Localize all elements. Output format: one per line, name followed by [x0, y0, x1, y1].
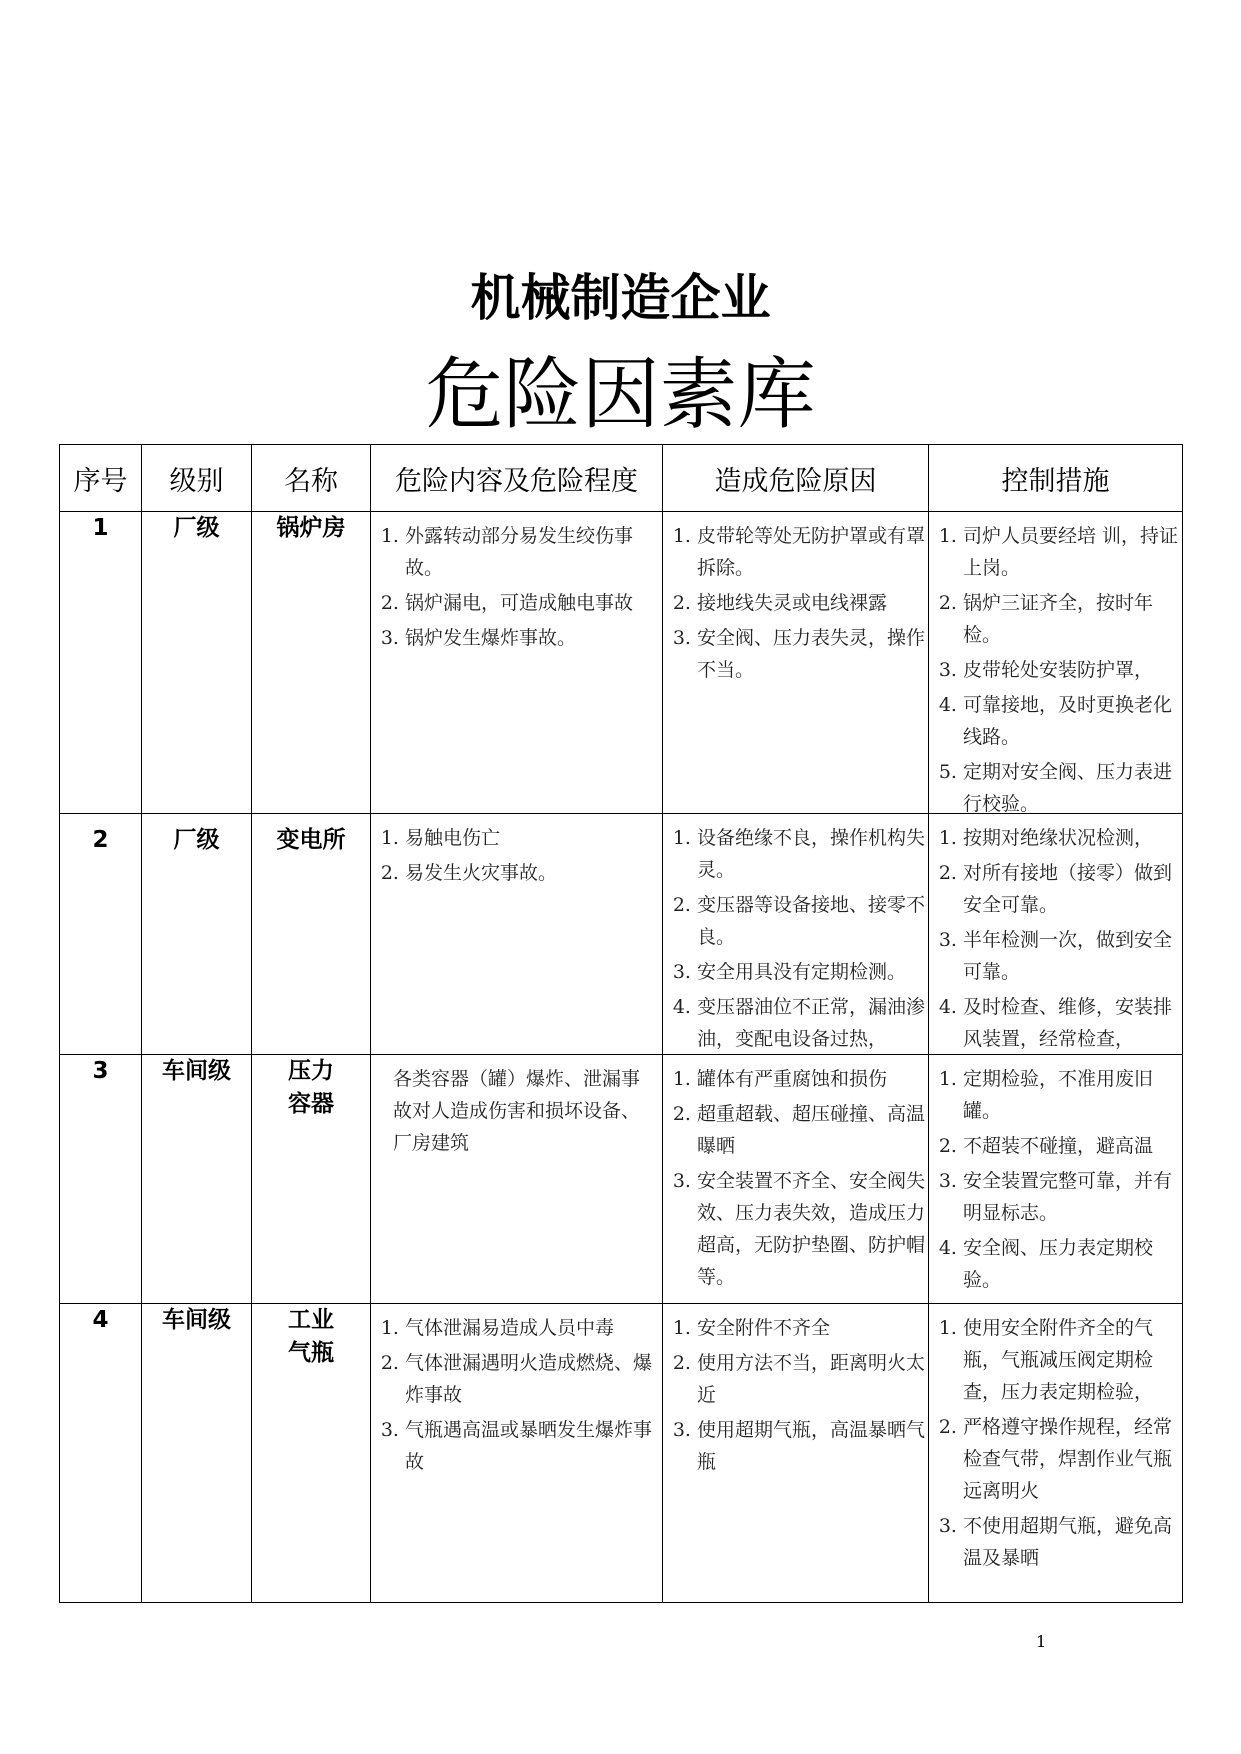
list-item: 2. 锅炉三证齐全，按时年检。	[963, 587, 1182, 651]
row-number: 4	[60, 1304, 142, 1603]
table-row	[60, 512, 1183, 814]
row-number: 1	[60, 512, 142, 814]
hazard-cell	[371, 1304, 663, 1603]
header-level: 级别	[142, 445, 252, 512]
table-header-row	[60, 445, 1183, 512]
row-name	[252, 1304, 371, 1603]
list-item: 1. 安全附件不齐全	[697, 1312, 928, 1344]
list-item: 2. 超重超载、超压碰撞、高温曝晒	[697, 1098, 928, 1162]
header-no: 序号	[60, 445, 142, 512]
list-item: 3. 不使用超期气瓶，避免高温及暴晒	[963, 1510, 1182, 1574]
list-item: 4. 安全阀、压力表定期校验。	[963, 1232, 1182, 1296]
hazard-table	[59, 444, 1183, 1603]
hazard-cell	[371, 512, 663, 814]
list-item: 4. 变压器油位不正常，漏油渗油，变配电设备过热，	[697, 991, 928, 1054]
list-item: 1. 按期对绝缘状况检测，	[963, 822, 1182, 854]
document-title-line1: 机械制造企业	[470, 269, 771, 327]
row-level: 车间级	[142, 1055, 252, 1304]
row-name	[252, 1055, 371, 1304]
list-item: 4. 及时检查、维修，安装排风装置，经常检查，	[963, 991, 1182, 1054]
list-item: 3. 安全用具没有定期检测。	[697, 956, 928, 988]
list-item: 2. 锅炉漏电，可造成触电事故	[405, 587, 662, 619]
list-item: 3. 安全装置不齐全、安全阀失效、压力表失效，造成压力超高，无防护垫圈、防护帽等。	[697, 1165, 928, 1293]
row-name-line: 容器	[288, 1091, 334, 1117]
row-name-line: 气瓶	[288, 1340, 334, 1366]
row-name-line: 压力	[288, 1058, 334, 1084]
list-item: 3. 气瓶遇高温或暴晒发生爆炸事故	[405, 1414, 662, 1478]
table-row	[60, 814, 1183, 1055]
list-item: 2. 对所有接地（接零）做到安全可靠。	[963, 857, 1182, 921]
table-row	[60, 1055, 1183, 1304]
row-level: 厂级	[142, 512, 252, 814]
list-item: 2. 气体泄漏遇明火造成燃烧、爆炸事故	[405, 1347, 662, 1411]
hazard-cell	[371, 814, 663, 1055]
row-number: 2	[60, 814, 142, 1055]
list-item: 3. 皮带轮处安装防护罩，	[963, 654, 1182, 686]
header-cause: 造成危险原因	[663, 445, 929, 512]
list-item: 5. 定期对安全阀、压力表进行校验。	[963, 756, 1182, 813]
row-level: 厂级	[142, 814, 252, 1055]
control-cell	[929, 1304, 1183, 1603]
list-item: 2. 严格遵守操作规程，经常检查气带，焊割作业气瓶远离明火	[963, 1411, 1182, 1507]
list-item: 2. 易发生火灾事故。	[405, 857, 662, 889]
list-item: 1. 气体泄漏易造成人员中毒	[405, 1312, 662, 1344]
list-item: 2. 接地线失灵或电线裸露	[697, 587, 928, 619]
list-item: 3. 锅炉发生爆炸事故。	[405, 622, 662, 654]
list-item: 1. 罐体有严重腐蚀和损伤	[697, 1063, 928, 1095]
list-item: 1. 司炉人员要经培 训，持证上岗。	[963, 520, 1182, 584]
list-item: 3. 安全阀、压力表失灵，操作不当。	[697, 622, 928, 686]
row-name-line: 工业	[288, 1307, 334, 1333]
control-cell	[929, 1055, 1183, 1304]
header-control: 控制措施	[929, 445, 1183, 512]
cause-cell	[663, 814, 929, 1055]
hazard-cell	[371, 1055, 663, 1304]
cause-cell	[663, 1055, 929, 1304]
header-name: 名称	[252, 445, 371, 512]
page-number: 1	[1036, 1632, 1047, 1651]
control-cell	[929, 814, 1183, 1055]
list-item: 4. 可靠接地，及时更换老化线路。	[963, 689, 1182, 753]
list-item: 1. 易触电伤亡	[405, 822, 662, 854]
list-item: 3. 半年检测一次，做到安全可靠。	[963, 924, 1182, 988]
list-item: 2. 变压器等设备接地、接零不良。	[697, 889, 928, 953]
row-name: 锅炉房	[252, 512, 371, 814]
hazard-text: 各类容器（罐）爆炸、泄漏事故对人造成伤害和损坏设备、厂房建筑	[393, 1068, 641, 1154]
list-item: 1. 使用安全附件齐全的气瓶，气瓶减压阀定期检查，压力表定期检验，	[963, 1312, 1182, 1408]
list-item: 1. 外露转动部分易发生绞伤事故。	[405, 520, 662, 584]
list-item: 2. 不超装不碰撞，避高温	[963, 1130, 1182, 1162]
list-item: 1. 皮带轮等处无防护罩或有罩拆除。	[697, 520, 928, 584]
control-cell	[929, 512, 1183, 814]
cause-cell	[663, 512, 929, 814]
list-item: 2. 使用方法不当，距离明火太近	[697, 1347, 928, 1411]
list-item: 1. 定期检验，不准用废旧罐。	[963, 1063, 1182, 1127]
row-number: 3	[60, 1055, 142, 1304]
table-row	[60, 1304, 1183, 1603]
list-item: 3. 使用超期气瓶，高温暴晒气瓶	[697, 1414, 928, 1478]
list-item: 3. 安全装置完整可靠，并有明显标志。	[963, 1165, 1182, 1229]
cause-cell	[663, 1304, 929, 1603]
document-title-line2: 危险因素库	[425, 350, 816, 440]
row-level: 车间级	[142, 1304, 252, 1603]
row-name: 变电所	[252, 814, 371, 1055]
list-item: 1. 设备绝缘不良，操作机构失灵。	[697, 822, 928, 886]
header-hazard: 危险内容及危险程度	[371, 445, 663, 512]
